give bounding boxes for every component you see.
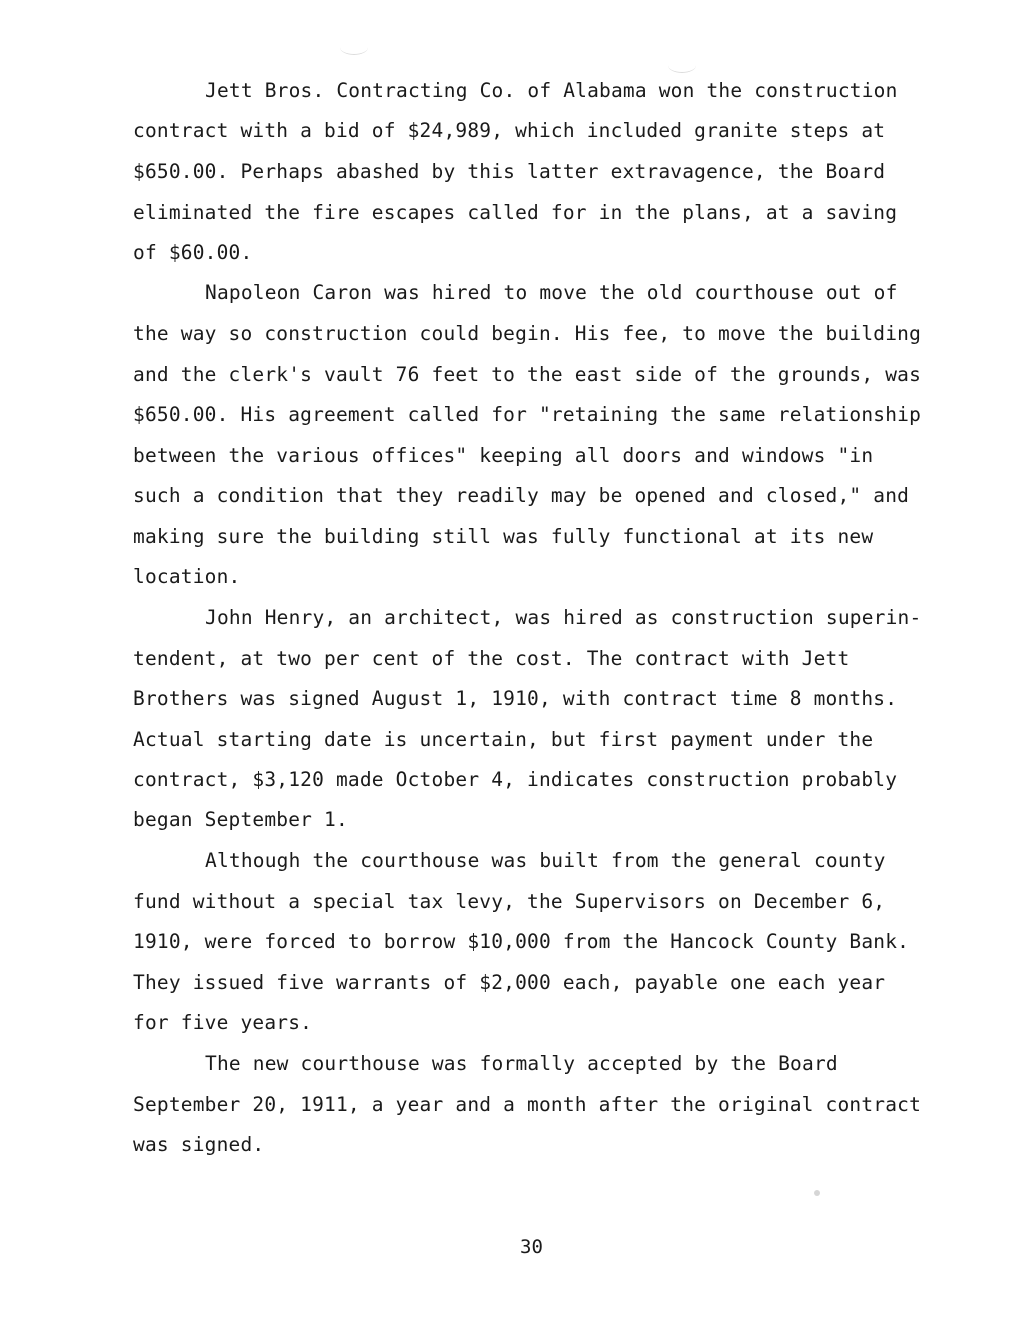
text-line: They issued five warrants of $2,000 each, payable one each year: [133, 971, 886, 994]
text-line: 1910, were forced to borrow $10,000 from the Hancock County Bank.: [133, 930, 910, 953]
text-line: Brothers was signed August 1, 1910, with contract time 8 months.: [133, 687, 898, 710]
text-line: of $60.00.: [133, 241, 253, 264]
scan-mark: [340, 40, 368, 55]
text-line: Jett Bros. Contracting Co. of Alabama won the construction: [205, 79, 898, 102]
page-number: 30: [520, 1236, 543, 1258]
text-line: the way so construction could begin. His fee, to move the building: [133, 322, 922, 345]
text-line: between the various offices" keeping all doors and windows "in: [133, 444, 874, 467]
text-line: John Henry, an architect, was hired as construction superin-: [205, 606, 922, 629]
text-line: tendent, at two per cent of the cost. The contract with Jett: [133, 647, 850, 670]
text-line: Actual starting date is uncertain, but first payment under the: [133, 728, 874, 751]
scan-speck: [814, 1190, 820, 1196]
text-line: Napoleon Caron was hired to move the old courthouse out of: [205, 281, 898, 304]
text-line: eliminated the fire escapes called for in the plans, at a saving: [133, 201, 898, 224]
text-line: making sure the building still was fully functional at its new: [133, 525, 874, 548]
text-line: The new courthouse was formally accepted by the Board: [205, 1052, 838, 1075]
text-line: contract, $3,120 made October 4, indicates construction probably: [133, 768, 898, 791]
text-line: contract with a bid of $24,989, which included granite steps at: [133, 119, 886, 142]
text-line: location.: [133, 565, 241, 588]
text-line: was signed.: [133, 1133, 265, 1156]
text-line: fund without a special tax levy, the Supervisors on December 6,: [133, 890, 886, 913]
text-line: Although the courthouse was built from the general county: [205, 849, 886, 872]
text-line: began September 1.: [133, 808, 348, 831]
text-line: $650.00. His agreement called for "retaining the same relationship: [133, 403, 922, 426]
text-line: such a condition that they readily may be opened and closed," and: [133, 484, 910, 507]
scan-mark: [668, 58, 696, 73]
text-line: September 20, 1911, a year and a month after the original contract: [133, 1093, 922, 1116]
text-line: $650.00. Perhaps abashed by this latter extravagence, the Board: [133, 160, 886, 183]
text-line: for five years.: [133, 1011, 313, 1034]
text-line: and the clerk's vault 76 feet to the east side of the grounds, was: [133, 363, 922, 386]
